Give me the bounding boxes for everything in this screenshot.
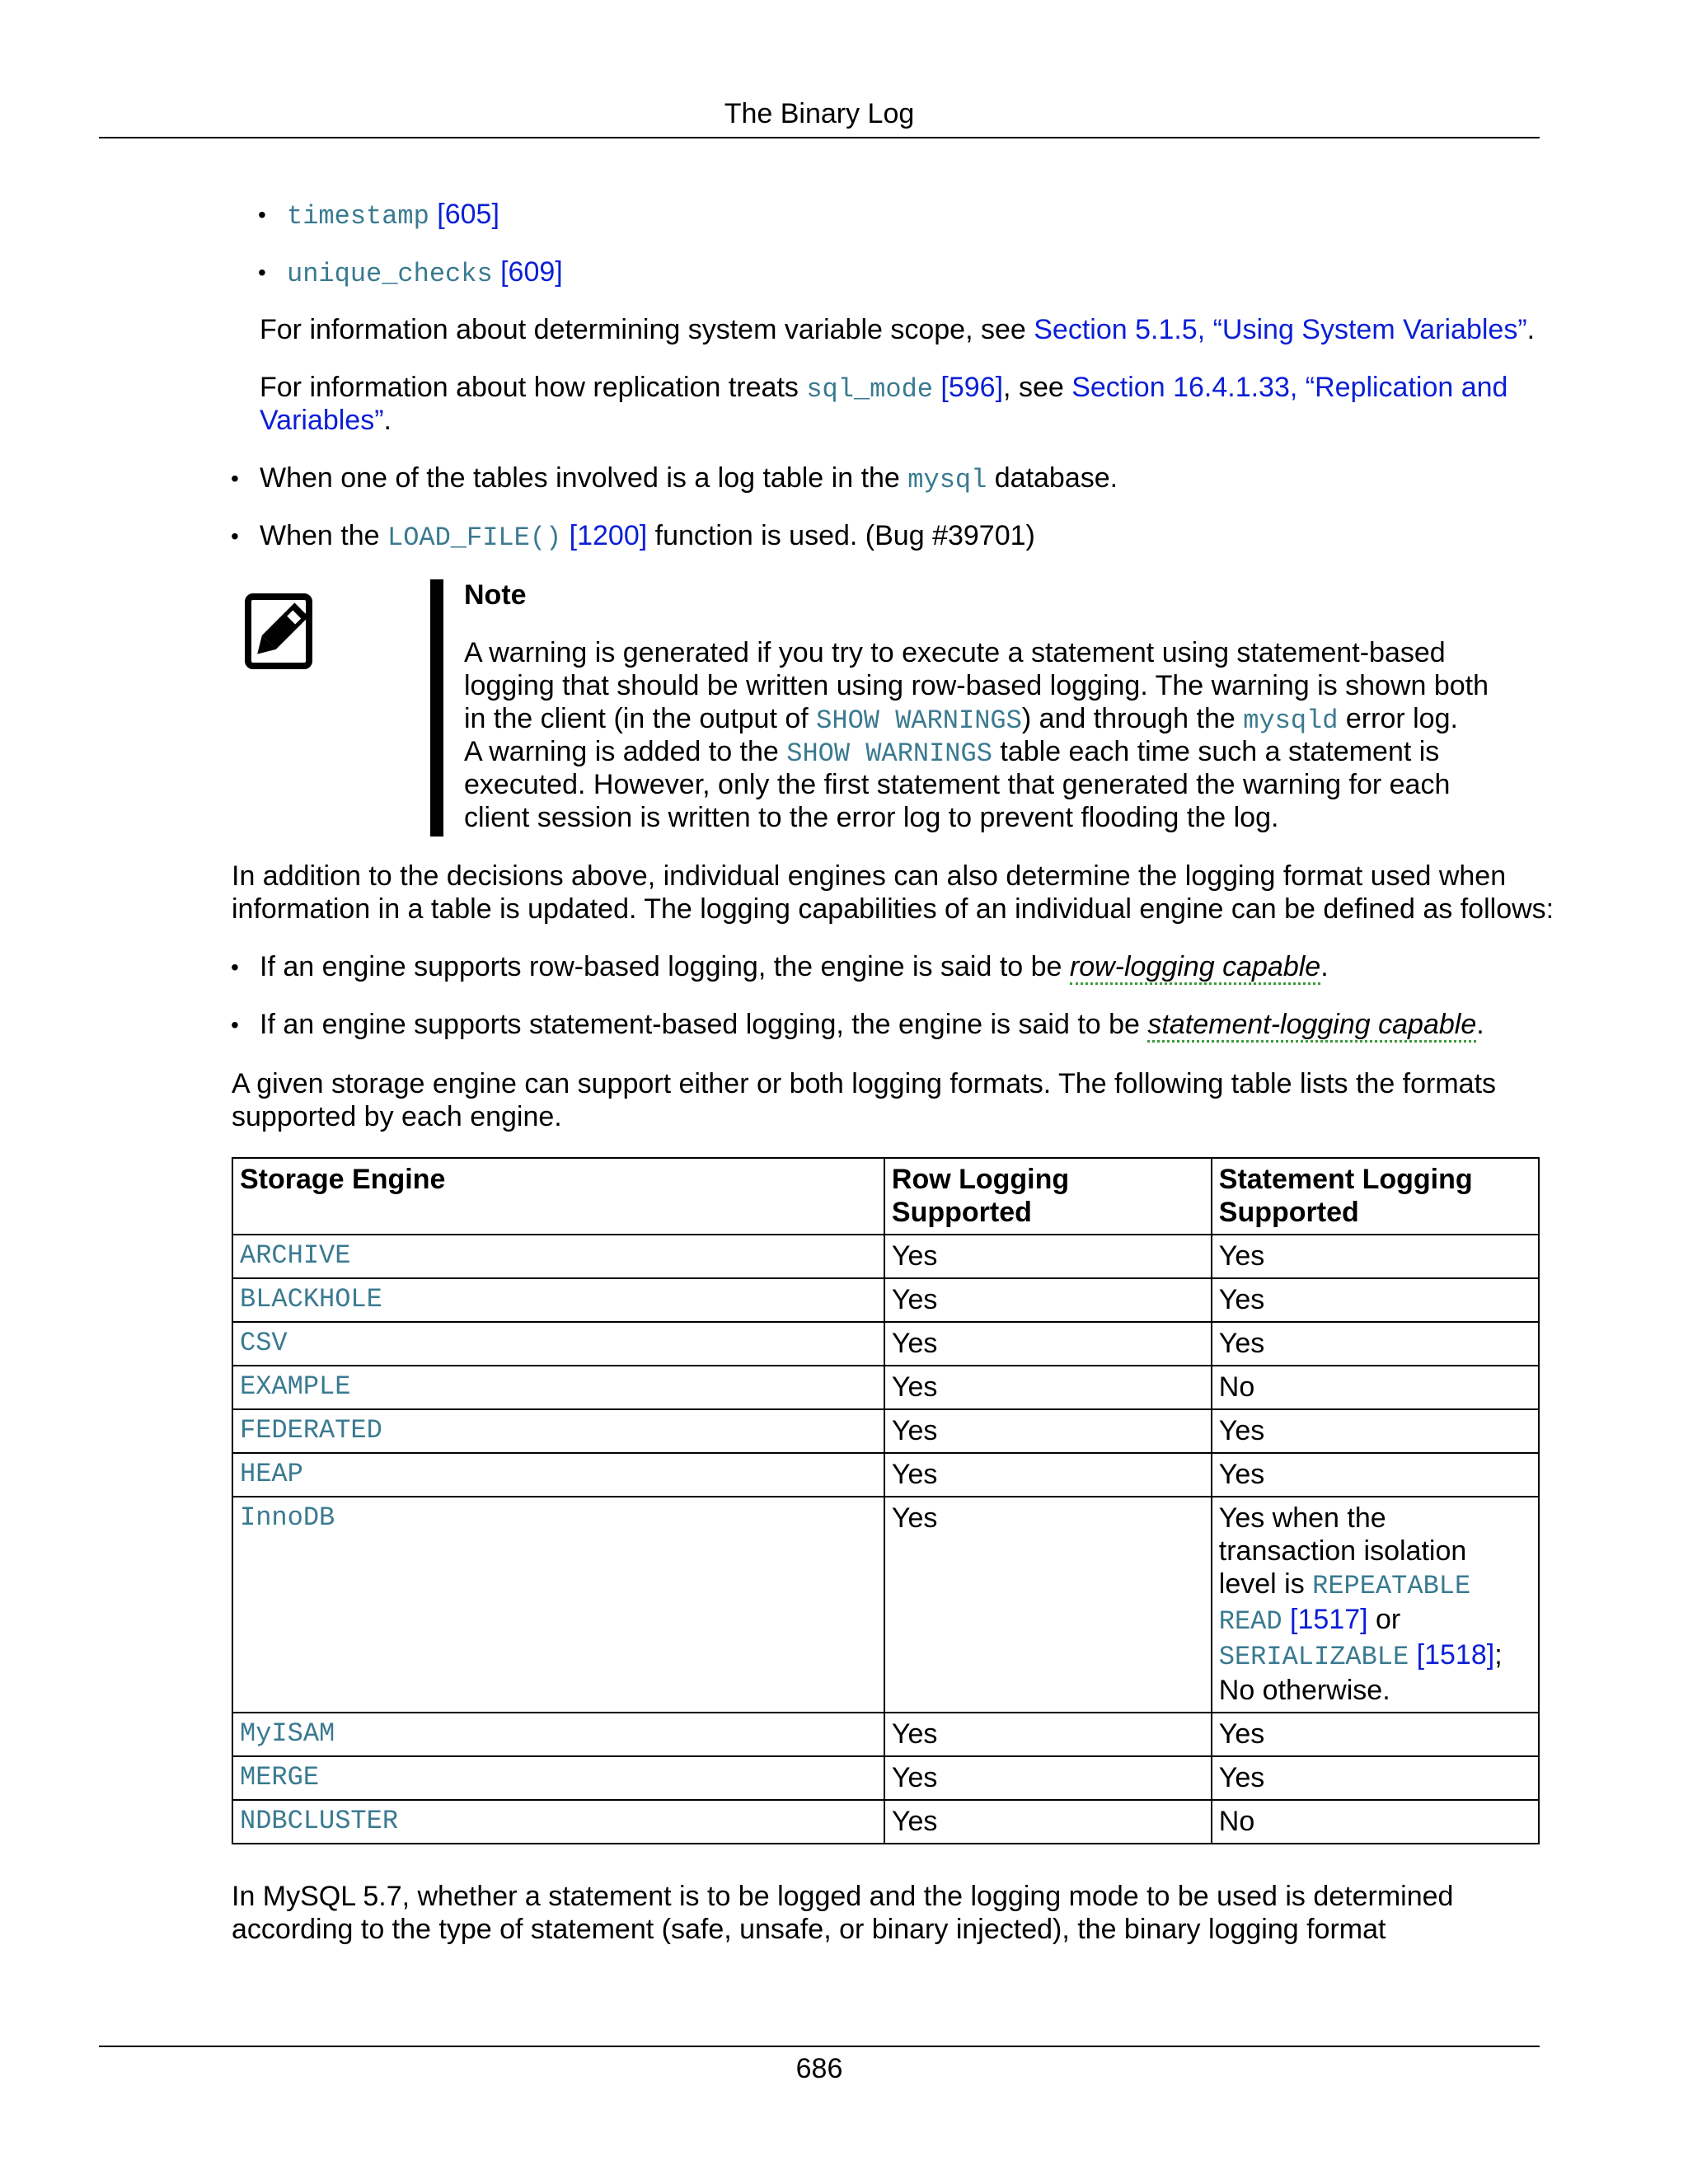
section-link[interactable]: Section 5.1.5, “Using System Variables” <box>1034 314 1527 345</box>
ref-link[interactable]: [1518] <box>1416 1639 1495 1671</box>
statement-logging-cell: Yes <box>1212 1278 1539 1322</box>
ref-link[interactable]: [1200] <box>569 520 648 551</box>
section-link[interactable]: Section 16.4.1.33, “Replication and <box>1071 372 1508 403</box>
list-item: If an engine supports row-based logging, the engine is said to be row-logging capable. <box>260 950 1329 983</box>
table-row <box>232 1366 1539 1409</box>
glossary-term[interactable]: row-logging capable <box>1070 951 1320 985</box>
engine-cell[interactable]: BLACKHOLE <box>232 1278 884 1322</box>
engine-cell[interactable]: ARCHIVE <box>232 1235 884 1278</box>
row-logging-cell: Yes <box>884 1409 1212 1453</box>
code-show-warnings[interactable]: SHOW WARNINGS <box>786 738 992 769</box>
note-line: A warning is generated if you try to execute a statement using statement-based <box>464 637 1446 668</box>
row-logging-cell: Yes <box>884 1453 1212 1497</box>
table-row <box>232 1497 1539 1713</box>
statement-logging-cell: Yes <box>1212 1322 1539 1366</box>
code-load-file[interactable]: LOAD_FILE() <box>387 523 562 553</box>
logging-formats-table <box>232 1157 1540 1844</box>
engine-cell[interactable]: EXAMPLE <box>232 1366 884 1409</box>
statement-logging-cell-innodb: Yes when the transaction isolation level is REPEATABLE READ [1517] or SERIALIZABLE [1518]; No otherwise. <box>1212 1497 1539 1713</box>
bullet-marker: • <box>231 1012 239 1038</box>
page-number: 686 <box>795 2053 843 2084</box>
table-header-row <box>232 1158 1539 1235</box>
engine-cell[interactable]: NDBCLUSTER <box>232 1800 884 1844</box>
header-storage-engine: Storage Engine <box>232 1158 884 1235</box>
row-logging-cell: Yes <box>884 1713 1212 1756</box>
row-logging-cell: Yes <box>884 1756 1212 1800</box>
engines-paragraph: In addition to the decisions above, individual engines can also determine the logging format used when <box>232 860 1507 892</box>
note-line: A warning is added to the SHOW WARNINGS table each time such a statement is <box>464 736 1440 769</box>
code-repeatable[interactable]: REPEATABLE <box>1312 1571 1471 1601</box>
bullet-marker: • <box>231 523 239 549</box>
running-header: The Binary Log <box>724 98 915 129</box>
bullet-marker: • <box>231 466 239 491</box>
table-row <box>232 1713 1539 1756</box>
formats-paragraph: supported by each engine. <box>232 1101 562 1132</box>
row-logging-cell: Yes <box>884 1497 1212 1713</box>
engine-cell[interactable]: InnoDB <box>232 1497 884 1713</box>
code-timestamp[interactable]: timestamp <box>287 201 429 232</box>
table-row <box>232 1409 1539 1453</box>
row-logging-cell: Yes <box>884 1366 1212 1409</box>
footer-rule <box>99 2046 1540 2047</box>
code-show-warnings[interactable]: SHOW WARNINGS <box>816 705 1022 736</box>
statement-logging-cell: Yes <box>1212 1453 1539 1497</box>
row-logging-cell: Yes <box>884 1322 1212 1366</box>
code-unique-checks[interactable]: unique_checks <box>287 259 493 289</box>
note-line: executed. However, only the first statement that generated the warning for each <box>464 769 1451 800</box>
list-item <box>287 198 499 233</box>
note-title: Note <box>464 579 527 611</box>
section-link-cont[interactable]: Variables” <box>260 405 384 436</box>
header-rule <box>99 137 1540 138</box>
code-serializable[interactable]: SERIALIZABLE <box>1218 1642 1409 1672</box>
final-paragraph: In MySQL 5.7, whether a statement is to be logged and the logging mode to be used is determined <box>232 1881 1454 1912</box>
engine-cell[interactable]: MERGE <box>232 1756 884 1800</box>
statement-logging-cell: No <box>1212 1366 1539 1409</box>
engine-cell[interactable]: CSV <box>232 1322 884 1366</box>
code-sql-mode[interactable]: sql_mode <box>806 374 933 405</box>
bullet-marker: • <box>258 202 266 227</box>
final-paragraph: according to the type of statement (safe, unsafe, or binary injected), the binary logging format <box>232 1914 1386 1945</box>
table-row <box>232 1453 1539 1497</box>
list-item: If an engine supports statement-based logging, the engine is said to be statement-logging capable. <box>260 1008 1484 1041</box>
formats-paragraph: A given storage engine can support either or both logging formats. The following table lists the formats <box>232 1068 1497 1099</box>
sqlmode-paragraph-cont: Variables”. <box>260 405 392 436</box>
table-row <box>232 1322 1539 1366</box>
engine-cell[interactable]: FEDERATED <box>232 1409 884 1453</box>
list-item: When one of the tables involved is a log table in the mysql database. <box>260 462 1118 495</box>
scope-paragraph: For information about determining system variable scope, see Section 5.1.5, “Using System Variables”. <box>260 314 1536 345</box>
header-statement-logging: Statement Logging Supported <box>1212 1158 1539 1235</box>
bullet-marker: • <box>231 954 239 980</box>
row-logging-cell: Yes <box>884 1278 1212 1322</box>
header-row-logging: Row Logging Supported <box>884 1158 1212 1235</box>
ref-link[interactable]: [1517] <box>1290 1604 1368 1635</box>
statement-logging-cell: Yes <box>1212 1235 1539 1278</box>
note-line: logging that should be written using row-based logging. The warning is shown both <box>464 670 1489 701</box>
sqlmode-paragraph: For information about how replication treats sql_mode [596], see Section 16.4.1.33, “Replication and <box>260 372 1508 405</box>
code-mysqld[interactable]: mysqld <box>1243 705 1339 736</box>
ref-link[interactable]: [609] <box>500 256 563 288</box>
engine-cell[interactable]: MyISAM <box>232 1713 884 1756</box>
list-item: When the LOAD_FILE() [1200] function is used. (Bug #39701) <box>260 520 1035 553</box>
row-logging-cell: Yes <box>884 1235 1212 1278</box>
engine-cell[interactable]: HEAP <box>232 1453 884 1497</box>
note-pencil-icon <box>244 592 320 674</box>
ref-link[interactable]: [596] <box>940 372 1004 403</box>
table-row <box>232 1800 1539 1844</box>
list-item <box>287 255 563 291</box>
engines-paragraph: information in a table is updated. The logging capabilities of an individual engine can be defined as follows: <box>232 893 1554 925</box>
note-line: in the client (in the output of SHOW WARNINGS) and through the mysqld error log. <box>464 703 1458 736</box>
code-read[interactable]: READ <box>1218 1606 1282 1637</box>
table-row <box>232 1278 1539 1322</box>
glossary-term[interactable]: statement-logging capable <box>1147 1009 1476 1043</box>
table-row <box>232 1235 1539 1278</box>
statement-logging-cell: No <box>1212 1800 1539 1844</box>
table-row <box>232 1756 1539 1800</box>
code-mysql[interactable]: mysql <box>907 465 987 495</box>
statement-logging-cell: Yes <box>1212 1713 1539 1756</box>
bullet-marker: • <box>258 260 266 285</box>
row-logging-cell: Yes <box>884 1800 1212 1844</box>
statement-logging-cell: Yes <box>1212 1409 1539 1453</box>
note-line: client session is written to the error log to prevent flooding the log. <box>464 802 1279 833</box>
statement-logging-cell: Yes <box>1212 1756 1539 1800</box>
ref-link[interactable]: [605] <box>437 199 499 230</box>
note-sidebar-rule <box>430 579 443 837</box>
